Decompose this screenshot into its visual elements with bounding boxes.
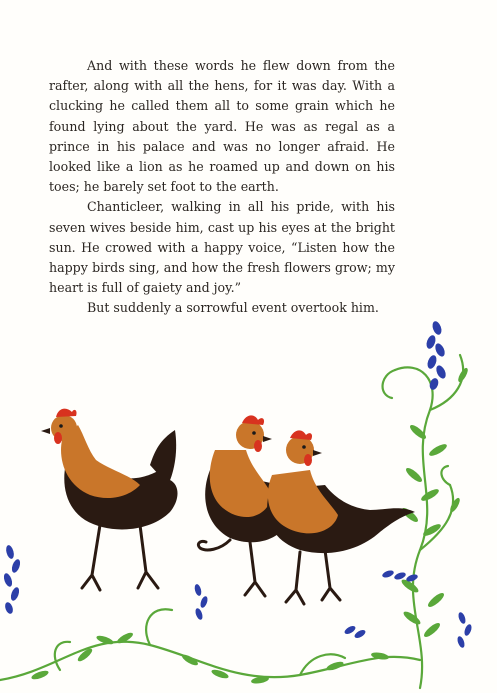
paragraph-1: And with these words he flew down from the rafter, along with all the hens, for it was day. With a clucking he called them all to some grain which he found lying about the yard. He was as regal as a prince in his palace and was no longer afraid. He looked like a lion as he roamed up and down on his toes; he barely set foot to the earth.	[49, 58, 395, 195]
hen-right	[267, 430, 415, 604]
paragraph-2: Chanticleer, walking in all his pride, with his seven wives beside him, cast up his eyes at the bright sun. He crowed with a happy voice, “Listen how the happy birds sing, and how the fresh flowers grow; my heart is full of gaiety and joy.”	[49, 199, 395, 296]
paragraph-3: But suddenly a sorrowful event overtook him.	[87, 300, 379, 316]
hens-illustration	[0, 300, 497, 693]
hen-left	[41, 409, 178, 590]
story-text	[49, 56, 395, 319]
